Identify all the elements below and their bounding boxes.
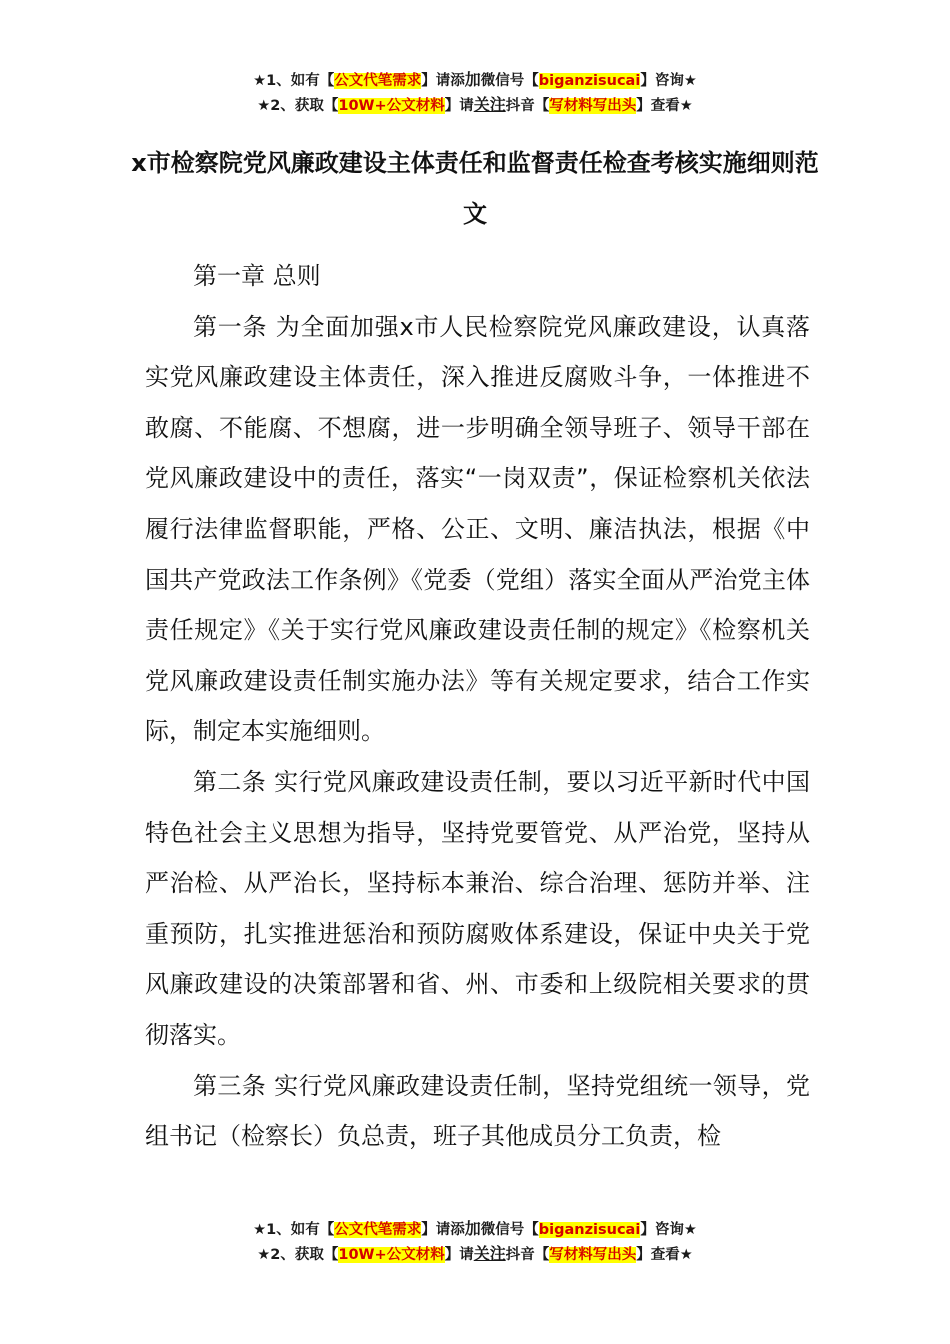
document-title: x市检察院党风廉政建设主体责任和监督责任检查考核实施细则范文 [131, 149, 819, 228]
chapter-heading: 第一章 总则 [193, 262, 321, 290]
banner-highlight-materials: 10W+公文材料 [338, 98, 445, 114]
article-1-paragraph: 第一条 为全面加强x市人民检察院党风廉政建设，认真落实党风廉政建设主体责任，深入推进反腐败斗争，一体推进不敢腐、不能腐、不想腐，进一步明确全领导班子、领导干部在党风廉政建设中的责任，落实“一岗双责”，保证检察机关依法履行法律监督职能，严格、公正、文明、廉洁执法，根据《中国共产党政法工作条例》《党委（党组）落实全面从严治党主体责任规定》《关于实行党风廉政建设责任制的规定》《检察机关党风廉政建设责任制实施办法》等有关规定要求，结合工作实际，制定本实施细则。 [145, 312, 810, 746]
banner-line-1-mid: 】请添 [421, 73, 465, 89]
banner-line-1-suffix: 】咨询★ [640, 73, 697, 89]
banner-line-1-emphasis: 加 [464, 70, 481, 89]
banner-line-2-mid2: 抖音【 [505, 98, 550, 114]
banner-line-1-mid2: 微信号【 [480, 73, 539, 89]
header-banner [0, 68, 950, 118]
footer-line-2-prefix: ★2、获取【 [257, 1247, 339, 1263]
banner-line-2-suffix: 】查看★ [636, 98, 693, 114]
footer-line-1-prefix: ★1、如有【 [253, 1222, 335, 1238]
document-body [145, 251, 810, 1162]
footer-highlight-wechat-id: biganzisucai [538, 1222, 641, 1238]
footer-highlight-douyin-account: 写材料写出头 [549, 1247, 637, 1263]
footer-highlight-materials: 10W+公文材料 [338, 1247, 445, 1263]
footer-line-2-suffix: 】查看★ [636, 1247, 693, 1263]
footer-line-2-mid: 】请 [444, 1247, 474, 1263]
banner-line-2-mid: 】请 [444, 98, 474, 114]
footer-banner-line-2 [0, 1242, 950, 1267]
footer-line-1-mid: 】请添 [421, 1222, 465, 1238]
banner-highlight-douyin-account: 写材料写出头 [549, 98, 637, 114]
banner-highlight-service: 公文代笔需求 [334, 73, 422, 89]
footer-banner [0, 1217, 950, 1267]
footer-line-1-suffix: 】咨询★ [640, 1222, 697, 1238]
banner-line-1 [0, 68, 950, 93]
banner-line-2-prefix: ★2、获取【 [257, 98, 339, 114]
article-3-paragraph: 第三条 实行党风廉政建设责任制，坚持党组统一领导，党组书记（检察长）负总责，班子其他成员分工负责，检 [145, 1071, 810, 1151]
banner-line-2-underline: 关注 [473, 95, 506, 114]
footer-line-1-mid2: 微信号【 [480, 1222, 539, 1238]
footer-banner-line-1 [0, 1217, 950, 1242]
footer-line-2-underline: 关注 [473, 1244, 506, 1263]
banner-line-1-prefix: ★1、如有【 [253, 73, 335, 89]
banner-highlight-wechat-id: biganzisucai [538, 73, 641, 89]
footer-highlight-service: 公文代笔需求 [334, 1222, 422, 1238]
article-2-paragraph: 第二条 实行党风廉政建设责任制，要以习近平新时代中国特色社会主义思想为指导，坚持党要管党、从严治党，坚持从严治检、从严治长，坚持标本兼治、综合治理、惩防并举、注重预防，扎实推进惩治和预防腐败体系建设，保证中央关于党风廉政建设的决策部署和省、州、市委和上级院相关要求的贯彻落实。 [145, 767, 810, 1049]
banner-line-2 [0, 93, 950, 118]
footer-line-2-mid2: 抖音【 [505, 1247, 550, 1263]
footer-line-1-emphasis: 加 [464, 1219, 481, 1238]
